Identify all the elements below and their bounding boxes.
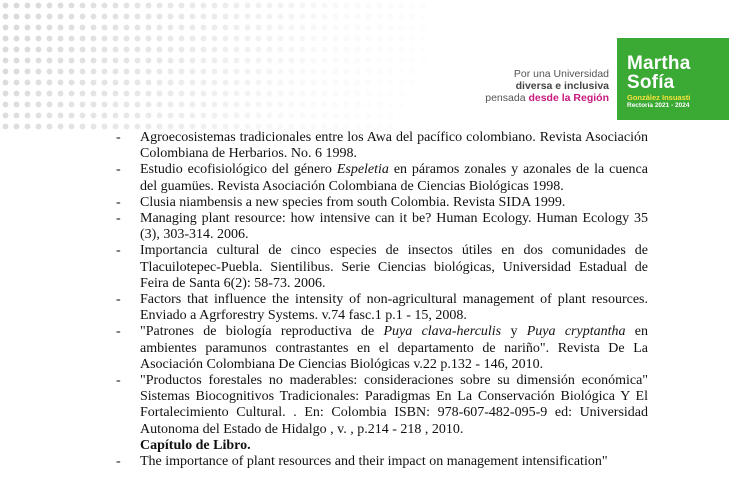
publication-item (116, 373, 648, 438)
publication-item (116, 243, 648, 292)
publication-text: The importance of plant resources and their impact on management intensification" (140, 454, 608, 470)
publication-item (116, 211, 648, 243)
logo-period: Rectoría 2021 - 2024 (627, 102, 690, 109)
publication-item (116, 292, 648, 324)
list-dash: - (116, 194, 121, 210)
list-dash: - (116, 373, 121, 389)
publication-item (116, 162, 648, 194)
slogan-line-3 (485, 92, 609, 104)
slogan-line-3-accent: desde la Región (528, 92, 609, 104)
list-dash: - (116, 292, 121, 308)
publication-text (140, 162, 648, 194)
publication-text: Factors that influence the intensity of non-agricultural management of plant resources. Enviado a Agrforestry Systems. v.74 fasc.1 p.1 - 15, 2008. (140, 292, 648, 324)
publication-text: Importancia cultural de cinco especies de insectos útiles en dos comunidades de Tlacuilotepec-Puebla. Sientilibus. Serie Ciencias biológicas, Universidad Estadual de Feira de Santa 6(2): 58-73. 2006. (140, 243, 648, 291)
publication-list (116, 130, 648, 470)
publication-text (140, 324, 648, 373)
list-dash: - (116, 211, 121, 227)
publication-text: Managing plant resource: how intensive can it be? Human Ecology. Human Ecology 35 (3), 303-314. 2006. (140, 211, 648, 243)
publication-item (116, 324, 648, 373)
list-dash: - (116, 324, 121, 340)
rectoria-logo (617, 38, 729, 120)
logo-first-name: Martha (627, 53, 691, 74)
logo-second-name: Sofía (627, 72, 675, 93)
text-segment: en páramos zonales y azonales de la cuenca del guamües. Revista Asociación Colombiana de Ciencias Biológicas 1998. (140, 162, 648, 194)
text-segment: Estudio ecofisiológico del género (140, 162, 337, 178)
publication-text: Clusia niambensis a new species from south Colombia. Revista SIDA 1999. (140, 194, 566, 210)
section-heading: Capítulo de Libro. (140, 437, 251, 453)
publication-item (116, 195, 648, 211)
publication-text: "Productos forestales no maderables: consideraciones sobre su dimensión económica" Sistemas Biocognitivos Tradicionales: Paradigmas En La Conservación Biológica Y El Fortalecimiento Cultural. . En: Colombia ISBN: 978-607-482-095-9 ed: Universidad Autonoma del Estado de Hidalgo , v. , p.214 - 218 , 2010. (140, 373, 648, 437)
italic-genus: Espeletia (336, 162, 389, 178)
text-segment: "Patrones de biología reproductiva de (140, 324, 384, 340)
list-dash: - (116, 130, 121, 145)
italic-species: Puya clava-herculis (383, 324, 502, 340)
campaign-slogan (485, 68, 609, 104)
slogan-line-2: diversa e inclusiva (515, 80, 609, 92)
italic-species: Puya cryptantha (526, 324, 626, 340)
slogan-line-3-start: pensada (485, 92, 529, 104)
list-dash: - (116, 243, 121, 259)
text-segment: y (501, 324, 527, 340)
logo-surname: González Insuasti (627, 93, 691, 102)
publication-item (116, 130, 648, 162)
text-segment: en ambientes paramunos contrastantes en el departamento de nariño". Revista De La Asociación Colombiana De Ciencias Biológicas v.22 p.132 - 146, 2010. (140, 324, 649, 372)
publication-text: Agroecosistemas tradicionales entre los Awa del pacífico colombiano. Revista Asociación Colombiana de Herbarios. No. 6 1998. (140, 130, 648, 162)
slogan-line-1: Por una Universidad (513, 68, 609, 80)
publication-item (116, 454, 648, 470)
list-dash: - (116, 454, 121, 470)
halftone-dot-pattern (0, 0, 430, 130)
list-dash: - (116, 162, 121, 178)
